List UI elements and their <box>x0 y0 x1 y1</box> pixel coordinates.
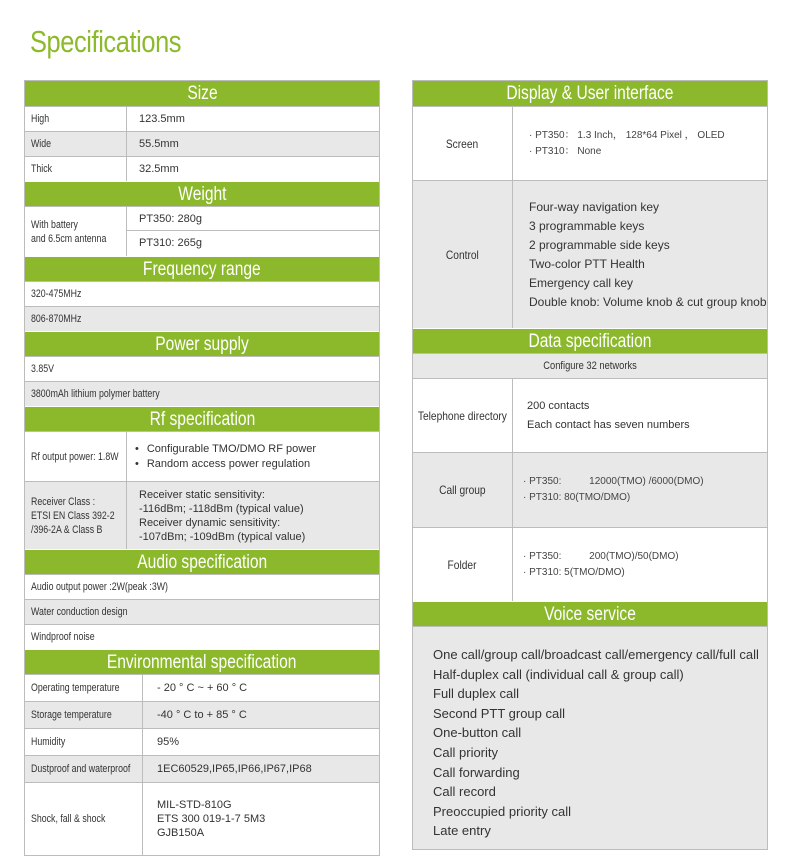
env-row-shock: Shock, fall & shock MIL-STD-810G ETS 300 019-1-7 5M3 GJB150A <box>25 782 379 855</box>
list-item: Call record <box>433 784 496 800</box>
size-row-wide: Wide 55.5mm <box>25 131 379 156</box>
power-header: Power supply <box>25 331 379 356</box>
list-item: Call priority <box>433 744 499 760</box>
page-title: Specifications <box>30 24 182 59</box>
folder-row: Folder · PT350: 200(TMO)/50(DMO) · PT310: 5(TMO/DMO) <box>413 527 767 601</box>
left-spec-table <box>24 80 380 856</box>
call-group-row: Call group · PT350: 12000(TMO) /6000(DMO) · PT310: 80(TMO/DMO) <box>413 452 767 527</box>
frequency-row-2: 806-870MHz <box>25 306 379 331</box>
audio-row-output: Audio output power :2W(peak :3W) <box>25 574 379 599</box>
right-spec-table <box>412 80 768 850</box>
env-row-humidity: Humidity 95% <box>25 728 379 755</box>
voice-header: Voice service <box>413 601 767 626</box>
data-spec-subheader: Configure 32 networks <box>413 353 767 378</box>
environment-header: Environmental specification <box>25 649 379 674</box>
size-row-thick: Thick 32.5mm <box>25 156 379 181</box>
list-item: Call forwarding <box>433 764 520 780</box>
audio-row-water: Water conduction design <box>25 599 379 624</box>
size-row-high: High 123.5mm <box>25 106 379 131</box>
list-item: Half-duplex call (individual call & group call) <box>433 666 684 682</box>
display-screen-row: Screen · PT350： 1.3 Inch， 128*64 Pixel ， OLED · PT310： None <box>413 106 767 180</box>
weight-header: Weight <box>25 181 379 206</box>
voice-service-list <box>413 626 767 849</box>
frequency-header: Frequency range <box>25 256 379 281</box>
size-header: Size <box>25 81 379 106</box>
rf-receiver-row: Receiver Class : ETSI EN Class 392-2 /396-2A & Class B Receiver static sensitivity: -116dBm; -118dBm (typical value) Receiver dynamic sensitivity: -107dBm; -109dBm (typical value) <box>25 481 379 549</box>
rf-output-row: Rf output power: 1.8W • Configurable TMO/DMO RF power • Random access power regulation <box>25 431 379 481</box>
frequency-row-1: 320-475MHz <box>25 281 379 306</box>
phone-directory-row: Telephone directory 200 contacts Each contact has seven numbers <box>413 378 767 452</box>
list-item: One-button call <box>433 725 522 741</box>
env-row-storage: Storage temperature -40 ° C to + 85 ° C <box>25 701 379 728</box>
list-item: Second PTT group call <box>433 705 565 721</box>
data-spec-header: Data specification <box>413 328 767 353</box>
power-row-voltage: 3.85V <box>25 356 379 381</box>
display-control-row: Control Four-way navigation key 3 programmable keys 2 programmable side keys Two-color PTT Health Emergency call key Double knob: Volume knob & cut group knob <box>413 180 767 328</box>
env-row-dustproof: Dustproof and waterproof 1EC60529,IP65,IP66,IP67,IP68 <box>25 755 379 782</box>
audio-row-wind: Windproof noise <box>25 624 379 649</box>
weight-row: With battery and 6.5cm antenna PT350: 280g PT310: 265g <box>25 206 379 256</box>
rf-header: Rf specification <box>25 406 379 431</box>
list-item: Full duplex call <box>433 686 519 702</box>
rf-bullet: • Random access power regulation <box>135 457 379 472</box>
list-item: One call/group call/broadcast call/emergency call/full call <box>433 647 759 662</box>
env-row-operating: Operating temperature - 20 ° C ~ + 60 ° C <box>25 674 379 701</box>
list-item: Preoccupied priority call <box>433 803 572 819</box>
power-row-battery: 3800mAh lithium polymer battery <box>25 381 379 406</box>
rf-bullet: • Configurable TMO/DMO RF power <box>135 442 379 457</box>
audio-header: Audio specification <box>25 549 379 574</box>
list-item: Late entry <box>433 823 491 839</box>
display-header: Display & User interface <box>413 81 767 106</box>
